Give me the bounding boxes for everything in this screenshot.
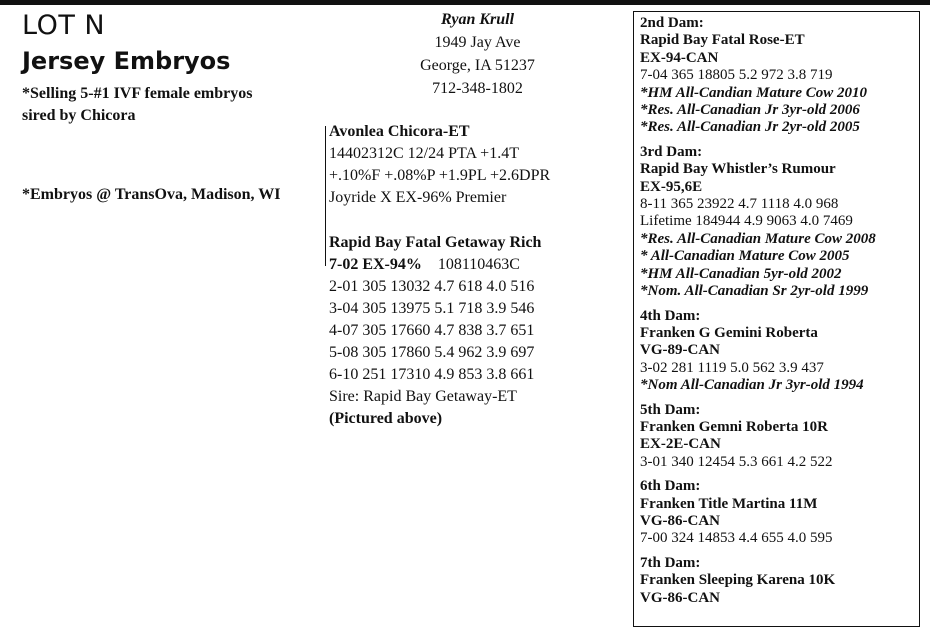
dam-heading: 7th Dam: xyxy=(640,554,701,571)
dam-heading: 2nd Dam: xyxy=(640,15,704,31)
contact-city: George, IA 51237 xyxy=(420,57,535,74)
production-record: 4-07 305 17660 4.7 838 3.7 651 xyxy=(329,322,535,339)
embryo-location: *Embryos @ TransOva, Madison, WI xyxy=(22,186,281,203)
ancestor-dam-section xyxy=(640,308,913,395)
sire-line: Joyride X EX-96% Premier xyxy=(329,189,507,206)
pictured-note: (Pictured above) xyxy=(329,410,443,427)
production-record: 3-01 340 12454 5.3 661 4.2 522 xyxy=(640,453,833,470)
contact-block xyxy=(380,8,575,100)
dam-registration: 108110463C xyxy=(437,256,520,273)
lot-description xyxy=(22,83,312,127)
dam-classification-row xyxy=(329,254,629,276)
production-record: 5-08 305 17860 5.4 962 3.9 697 xyxy=(329,344,535,361)
pedigree-bracket-line xyxy=(325,126,326,266)
lot-description-line: sired by Chicora xyxy=(22,107,136,124)
dam-classification: 7-02 EX-94% xyxy=(329,256,422,273)
contact-address: 1949 Jay Ave xyxy=(434,34,521,51)
production-record: 7-00 324 14853 4.4 655 4.0 595 xyxy=(640,530,833,547)
production-record: 8-11 365 23922 4.7 1118 4.0 968 xyxy=(640,196,839,213)
dam-heading: 6th Dam: xyxy=(640,478,701,495)
honor-line: *Res. All-Canadian Mature Cow 2008 xyxy=(640,230,876,247)
maternal-line-box xyxy=(633,11,920,627)
lot-subtitle: Jersey Embryos xyxy=(22,47,231,75)
ancestor-dam-section xyxy=(640,555,913,607)
dam-classification: EX-2E-CAN xyxy=(640,436,721,453)
dam-block xyxy=(329,232,629,430)
honor-line: *HM All-Canadian 5yr-old 2002 xyxy=(640,265,842,282)
dam-name: Franken Title Martina 11M xyxy=(640,495,818,512)
ancestor-dam-section xyxy=(640,402,913,472)
dam-name: Rapid Bay Fatal Rose-ET xyxy=(640,32,805,49)
honor-line: * All-Canadian Mature Cow 2005 xyxy=(640,248,850,265)
honor-line: *Res. All-Canadian Jr 2yr-old 2005 xyxy=(640,119,860,136)
production-record: 7-04 365 18805 5.2 972 3.8 719 xyxy=(640,67,833,84)
dam-classification: EX-95,6E xyxy=(640,178,703,195)
dam-classification: EX-94-CAN xyxy=(640,49,719,66)
production-record: 3-02 281 1119 5.0 562 3.9 437 xyxy=(640,359,824,376)
ancestor-dam-section xyxy=(640,144,913,301)
honor-line: *Nom All-Canadian Jr 3yr-old 1994 xyxy=(640,377,864,394)
ancestor-dam-section xyxy=(640,15,913,137)
dam-name: Franken Gemni Roberta 10R xyxy=(640,418,828,435)
dam-records xyxy=(329,276,629,386)
production-record: 3-04 305 13975 5.1 718 3.9 546 xyxy=(329,300,535,317)
contact-phone: 712-348-1802 xyxy=(432,80,523,97)
dam-heading: 3rd Dam: xyxy=(640,143,703,160)
dam-name: Rapid Bay Whistler’s Rumour xyxy=(640,161,836,178)
ancestor-dam-section xyxy=(640,478,913,548)
honor-line: *Nom. All-Canadian Sr 2yr-old 1999 xyxy=(640,283,869,300)
dam-classification: VG-86-CAN xyxy=(640,512,720,529)
sire-name: Avonlea Chicora-ET xyxy=(329,123,470,140)
dam-name: Rapid Bay Fatal Getaway Rich xyxy=(329,234,542,251)
dam-classification: VG-86-CAN xyxy=(640,589,720,606)
sire-line: 14402312C 12/24 PTA +1.4T xyxy=(329,145,519,162)
lot-title: LOT N xyxy=(22,10,106,41)
production-record: 2-01 305 13032 4.7 618 4.0 516 xyxy=(329,278,535,295)
production-record: Lifetime 184944 4.9 9063 4.0 7469 xyxy=(640,213,853,230)
dam-name: Franken Sleeping Karena 10K xyxy=(640,572,836,589)
sire-line: +.10%F +.08%P +1.9PL +2.6DPR xyxy=(329,167,551,184)
honor-line: *HM All-Candian Mature Cow 2010 xyxy=(640,84,867,101)
honor-line: *Res. All-Canadian Jr 3yr-old 2006 xyxy=(640,102,860,119)
dam-heading: 5th Dam: xyxy=(640,401,701,418)
dam-name: Franken G Gemini Roberta xyxy=(640,324,818,341)
production-record: 6-10 251 17310 4.9 853 3.8 661 xyxy=(329,366,535,383)
lot-description-line: *Selling 5-#1 IVF female embryos xyxy=(22,85,253,102)
sire-block xyxy=(329,121,629,209)
dam-classification: VG-89-CAN xyxy=(640,342,720,359)
dam-heading: 4th Dam: xyxy=(640,307,701,324)
contact-name: Ryan Krull xyxy=(440,11,515,28)
dam-sire-line: Sire: Rapid Bay Getaway-ET xyxy=(329,388,517,405)
top-rule xyxy=(0,0,930,5)
